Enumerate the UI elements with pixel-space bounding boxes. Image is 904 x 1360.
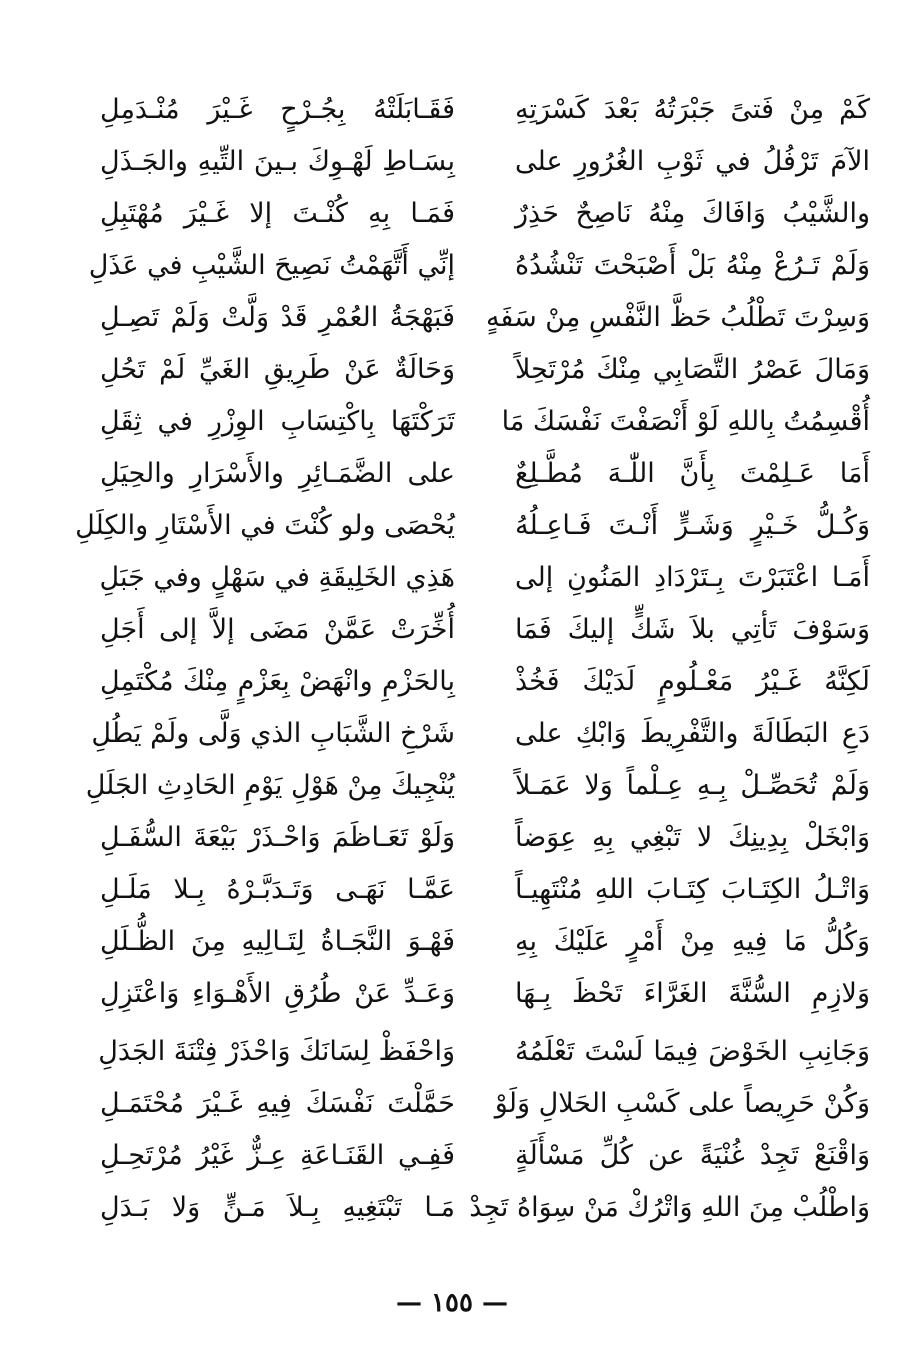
verse-12 [100,656,870,708]
verse-11 [100,604,870,656]
verse-6-second-hemistich: وَحَالَةٌ عَنْ طَرِيقِ الغَيِّ لَمْ تَحُلِ [100,354,455,385]
verse-10-second-hemistich: هَذِي الخَلِيقَةِ في سَهْلٍ وفي جَبَلِ [99,562,455,593]
verse-22 [100,1182,870,1234]
verse-14 [85,760,870,812]
verse-13-second-hemistich: شَرْخِ الشَّبَابِ الذي وَلَّى ولَمْ يَطُلِ [91,718,455,749]
verse-8-first-hemistich: أَمَا عَـلِمْتَ بِأَنَّ اللّٰـهَ مُطَّـلِعٌ [515,458,870,489]
verse-21-second-hemistich: فَفِـي القَنَـاعَةِ عِـزٌّ غَيْرُ مُرْتَحِـلِ [100,1140,455,1171]
verse-15-second-hemistich: وَلَوْ تَعَـاظَمَ وَاحْـذَرْ بَيْعَةَ السُّفَـلِ [100,822,455,853]
verse-5-first-hemistich: وَسِرْتَ تَطْلُبُ حَظَّ النَّفْسِ مِنْ سَفَهٍ [485,302,870,333]
verse-20-second-hemistich: حَمَّلْتَ نَفْسَكَ فِيهِ غَـيْرَ مُحْتَمَـلِ [100,1088,455,1119]
verse-10 [100,552,870,604]
verse-12-first-hemistich: لَكِنَّهُ غَـيْرُ مَعْـلُومٍ لَدَيْكَ فَخُذْ [515,666,870,697]
verse-18-second-hemistich: وَعَـدِّ عَنْ طُرُقِ الأَهْـوَاءِ وَاعْتَزِلِ [100,978,455,1009]
verse-1 [100,84,870,136]
verse-7-second-hemistich: تَرَكْتَهَا بِاكْتِسَابِ الوِزْرِ في ثِقَلِ [100,406,455,437]
verse-6 [100,344,870,396]
verse-9-first-hemistich: وَكُـلُّ خَـيْرٍ وَشَـرٍّ أَنْـتَ فَـاعِـلُهُ [515,510,870,541]
verse-17-first-hemistich: وَكُلُّ مَا فِيهِ مِنْ أَمْرٍ عَلَيْكَ بِهِ [515,926,870,957]
verse-7-first-hemistich: أُقْسِمُتُ بِاللهِ لَوْ أَنْصَفْتَ نَفْسَكَ مَا [501,406,870,437]
poem [75,84,870,1224]
verse-1-second-hemistich: فَقَـابَلَتْهُ بِجُـرْحٍ غَـيْرَ مُنْـدَمِلِ [100,94,455,125]
verse-14-second-hemistich: يُنْجِيكَ مِنْ هَوْلِ يَوْمِ الحَادِثِ الجَلَلِ [85,770,455,801]
verse-19-first-hemistich: وَجَانِبِ الخَوْضَ فِيمَا لَسْتَ تَعْلَمُهُ [515,1036,870,1067]
verse-21 [100,1130,870,1182]
verse-2 [100,136,870,188]
verse-2-second-hemistich: بِسَـاطِ لَهْـوِكَ بـينَ التِّيهِ والجَـذَلِ [100,146,455,177]
verse-11-first-hemistich: وَسَوْفَ تَأتِي بلاَ شَكٍّ إليكَ فَمَا [515,614,870,645]
verse-2-first-hemistich: الآمَ تَرْفُلُ في ثَوْبِ الغُرُورِ على [515,146,870,177]
verse-16-second-hemistich: عَمَّـا نَهَـى وَتَـدَبَّـرْهُ بِـلا مَلَـلِ [100,874,455,905]
verse-10-first-hemistich: أَمَـا اعْتَبَرْتَ بِـتَرْدَادِ المَنُونِ إلى [515,562,870,593]
verse-20-first-hemistich: وَكُنْ حَرِيصاً على كَسْبِ الحَلالِ وَلَوْ [494,1088,870,1119]
verse-22-first-hemistich: وَاطْلُبْ مِنَ اللهِ وَاتْرُكْ مَنْ سِوَاهُ تَجِدْ [469,1192,870,1223]
verse-18 [100,968,870,1020]
verse-5 [100,292,870,344]
verse-15 [100,812,870,864]
verse-4-first-hemistich: وَلَمْ تَـرُعْ مِنْهُ بَلْ أَصْبَحْتَ تَنْشُدُهُ [515,250,870,281]
verse-1-first-hemistich: كَمْ مِنْ فَتىً جَبْرَتُهُ بَعْدَ كَسْرَتِهِ [515,94,870,125]
verse-22-second-hemistich: مَـا تَبْتَغِيهِ بِـلاَ مَـنٍّ وَلا بَـدَلِ [100,1192,455,1223]
verse-9-second-hemistich: يُحْصَى ولو كُنْتَ في الأَسْتَارِ والكِلَلِ [75,510,455,541]
verse-8 [100,448,870,500]
verse-15-first-hemistich: وَابْخَلْ بِدِينِكَ لا تَبْغِي بِهِ عِوَضاً [515,822,870,853]
verse-4 [88,240,870,292]
verse-17-second-hemistich: فَهْـوَ النَّجَـاةُ لِتَـالِيهِ مِنَ الظُّـلَلِ [100,926,455,957]
verse-4-second-hemistich: إنِّي أَتَّهَمْتُ نَصِيحَ الشَّيْبِ في عَذَلِ [88,250,455,281]
verse-16 [100,864,870,916]
verse-11-second-hemistich: أُخِّرَتْ عَمَّنْ مَضَى إلاَّ إلى أَجَلِ [100,614,455,645]
verse-7 [100,396,870,448]
verse-16-first-hemistich: وَاتْـلُ الكِتَـابَ كِتَـابَ اللهِ مُنْتَهِيـاً [515,874,870,905]
verse-18-first-hemistich: وَلازِمِ السُّنَّةَ الغَرَّاءَ تَحْظَ بِـهَا [515,978,870,1009]
verse-8-second-hemistich: على الضَّمَـائِرِ والأَسْرَارِ والحِيَلِ [100,458,455,489]
verse-6-first-hemistich: وَمَالَ عَصْرُ التَّصَابِي مِنْكَ مُرْتَحِلاً [515,354,870,385]
page-number: — ١٥٥ — [395,1288,509,1318]
verse-3-second-hemistich: فَمَـا بِهِ كُنْـتَ إلا غَـيْرَ مُهْتَبِلِ [100,198,455,229]
verse-3-first-hemistich: والشَّيْبُ وَافَاكَ مِنْهُ نَاصِحٌ حَذِرٌ [515,198,870,229]
verse-21-first-hemistich: وَاقْنَعْ تَجِدْ غُنْيَةً عن كُلِّ مَسْأَلَةٍ [515,1140,870,1171]
verse-14-first-hemistich: وَلَمْ تُحَصِّـلْ بِـهِ عِـلْماً وَلا عَمَـلاً [515,770,870,801]
verse-20 [100,1078,870,1130]
verse-19 [100,1026,870,1078]
verse-5-second-hemistich: فَبَهْجَةُ العُمْرِ قَدْ وَلَّتْ وَلَمْ تَصِـلِ [100,302,455,333]
verse-9 [75,500,870,552]
verse-3 [100,188,870,240]
verse-13-first-hemistich: دَعِ البَطَالَةَ والتَّفْرِيطَ وَابْكِ على [515,718,870,749]
verse-19-second-hemistich: وَاحْفَظْ لِسَانَكَ وَاحْذَرْ فِتْنَةَ الجَدَلِ [98,1036,455,1067]
verse-12-second-hemistich: بِالحَزْمِ وانْهَضْ بِعَزْمٍ مِنْكَ مُكْتَمِلِ [100,666,455,697]
verse-17 [100,916,870,968]
verse-13 [91,708,870,760]
